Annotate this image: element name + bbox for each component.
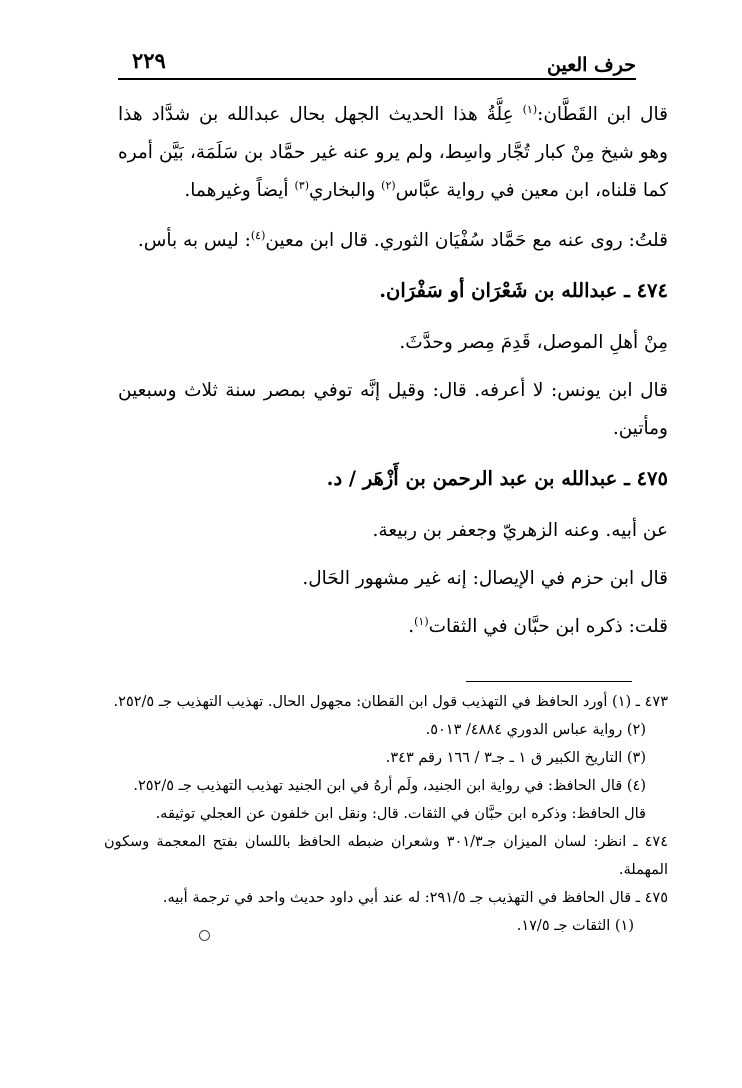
page-header: [118, 44, 636, 80]
footnote-475: ٤٧٥ ـ قال الحافظ في التهذيب جـ ٢٩١/٥: له عند أبي داود حديث واحد في ترجمة أبيه.: [162, 890, 668, 906]
footnote-473-2: (٢) رواية عباس الدوري ٤٨٨٤/ ٥٠١٣.: [425, 722, 646, 738]
entry-475-line-1: عن أبيه. وعنه الزهريّ وجعفر بن ربيعة.: [372, 520, 668, 541]
footnote-473-5: قال الحافظ: وذكره ابن حبَّان في الثقات. قال: ونقل ابن خلفون عن العجلي توثيقه.: [155, 806, 646, 822]
page-number: ٢٢٩: [132, 48, 166, 73]
footnote-474: ٤٧٤ ـ انظر: لسان الميزان جـ٣٠١/٣ وشعران ضبطه الحافظ باللسان بفتح المعجمة وسكون المهملة.: [104, 834, 668, 878]
footnote-ref-2: (٢): [381, 178, 396, 192]
entry-474-line-1: مِنْ أهلِ الموصل، قَدِمَ مِصر وحدَّثَ.: [399, 332, 668, 353]
footnote-473-3: (٣) التاريخ الكبير ق ١ ـ جـ٣ / ١٦٦ رقم ٣٤٣.: [385, 750, 646, 766]
text-segment: قال ابن القَطَّان:: [537, 104, 668, 125]
footnote-475-1: (١) الثقات جـ ١٧/٥.: [516, 918, 634, 934]
text-segment: .: [408, 616, 415, 637]
entry-475-line-2: قال ابن حزم في الإيصال: إنه غير مشهور الحَال.: [302, 568, 668, 589]
footnote-ref-1: (١): [414, 614, 429, 628]
text-segment: قلت: ذكره ابن حبَّان في الثقات: [428, 616, 668, 637]
footnote-ref-4: (٤): [250, 228, 266, 242]
entry-474-heading: ٤٧٤ ـ عبدالله بن شَعْرَان أو سَفْرَان.: [379, 279, 668, 302]
entry-475-line-3: [118, 608, 668, 646]
footnotes: [104, 688, 668, 940]
text-segment: عِلَّةُ هذا الحديث الجهل بحال عبدالله بن شدَّاد هذا وهو شيخ مِنْ كبار تُجَّار واسِط، ولم يرو عنه غير حمَّاد بن سَلَمَة، بَيَّن أمره كما قلناه، ابن معين في رواية عبَّاس: [118, 104, 668, 201]
entry-473-paragraph-2: [118, 222, 668, 260]
main-text: [118, 96, 668, 658]
footnote-473-4: (٤) قال الحافظ: في رواية ابن الجنيد، ولَم أرهُ في ابن الجنيد تهذيب التهذيب جـ ٢٥٢/٥.: [133, 778, 646, 794]
text-segment: قلتُ: روى عنه مع حَمَّاد سُفْيَان الثوري. قال ابن معين: [265, 230, 668, 251]
footnote-separator: [466, 681, 632, 682]
scan-speck: [199, 930, 210, 941]
text-segment: : ليس به بأس.: [137, 230, 251, 251]
footnote-473-1: ٤٧٣ ـ (١) أورد الحافظ في التهذيب قول ابن القطان: مجهول الحال. تهذيب التهذيب جـ ٢٥٢/٥.: [113, 694, 668, 710]
footnote-ref-1: (١): [522, 102, 538, 116]
entry-475-heading: ٤٧٥ ـ عبدالله بن عبد الرحمن بن أَزْهَر / د.: [326, 467, 668, 490]
footnote-ref-3: (٣): [294, 178, 309, 192]
text-segment: والبخاري: [308, 180, 382, 201]
text-segment: أيضاً وغيرهما.: [184, 180, 295, 201]
running-title: حرف العين: [547, 54, 636, 76]
entry-473-paragraph-1: [118, 96, 668, 210]
entry-474-line-2: قال ابن يونس: لا أعرفه. قال: وقيل إنَّه توفي بمصر سنة ثلاث وسبعين ومأتين.: [118, 380, 668, 439]
